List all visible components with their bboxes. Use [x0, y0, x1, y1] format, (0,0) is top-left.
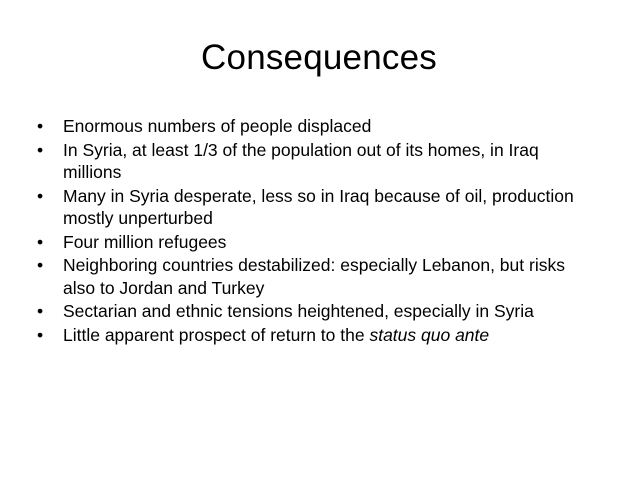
bullet-text-italic: status quo ante	[369, 324, 490, 345]
bullet-text: Enormous numbers of people displaced	[63, 116, 372, 136]
bullet-text: Four million refugees	[63, 231, 227, 252]
bullet-icon: •	[37, 324, 44, 345]
bullet-icon: •	[37, 139, 44, 160]
bullet-icon: •	[37, 231, 44, 252]
bullet-icon: •	[37, 116, 44, 136]
bullet-list	[37, 115, 597, 347]
bullet-item	[37, 324, 597, 347]
bullet-text: Neighboring countries destabilized: especially Lebanon, but risks also to Jordan and Turkey	[63, 255, 565, 298]
bullet-icon: •	[37, 255, 44, 275]
bullet-item	[37, 254, 597, 299]
bullet-text: Many in Syria desperate, less so in Iraq because of oil, production mostly unperturbed	[63, 185, 574, 228]
bullet-item	[37, 300, 597, 323]
bullet-item	[37, 115, 597, 138]
slide-title: Consequences	[201, 38, 437, 77]
bullet-text	[63, 325, 489, 345]
bullet-icon: •	[37, 301, 44, 321]
bullet-text: Sectarian and ethnic tensions heightened, especially in Syria	[63, 301, 534, 321]
bullet-text-plain: Little apparent prospect of return to the	[63, 324, 370, 345]
bullet-item	[37, 231, 597, 254]
bullet-item	[37, 139, 597, 184]
bullet-icon: •	[37, 185, 44, 206]
bullet-item	[37, 185, 597, 230]
bullet-text: In Syria, at least 1/3 of the population out of its homes, in Iraq millions	[63, 139, 539, 182]
